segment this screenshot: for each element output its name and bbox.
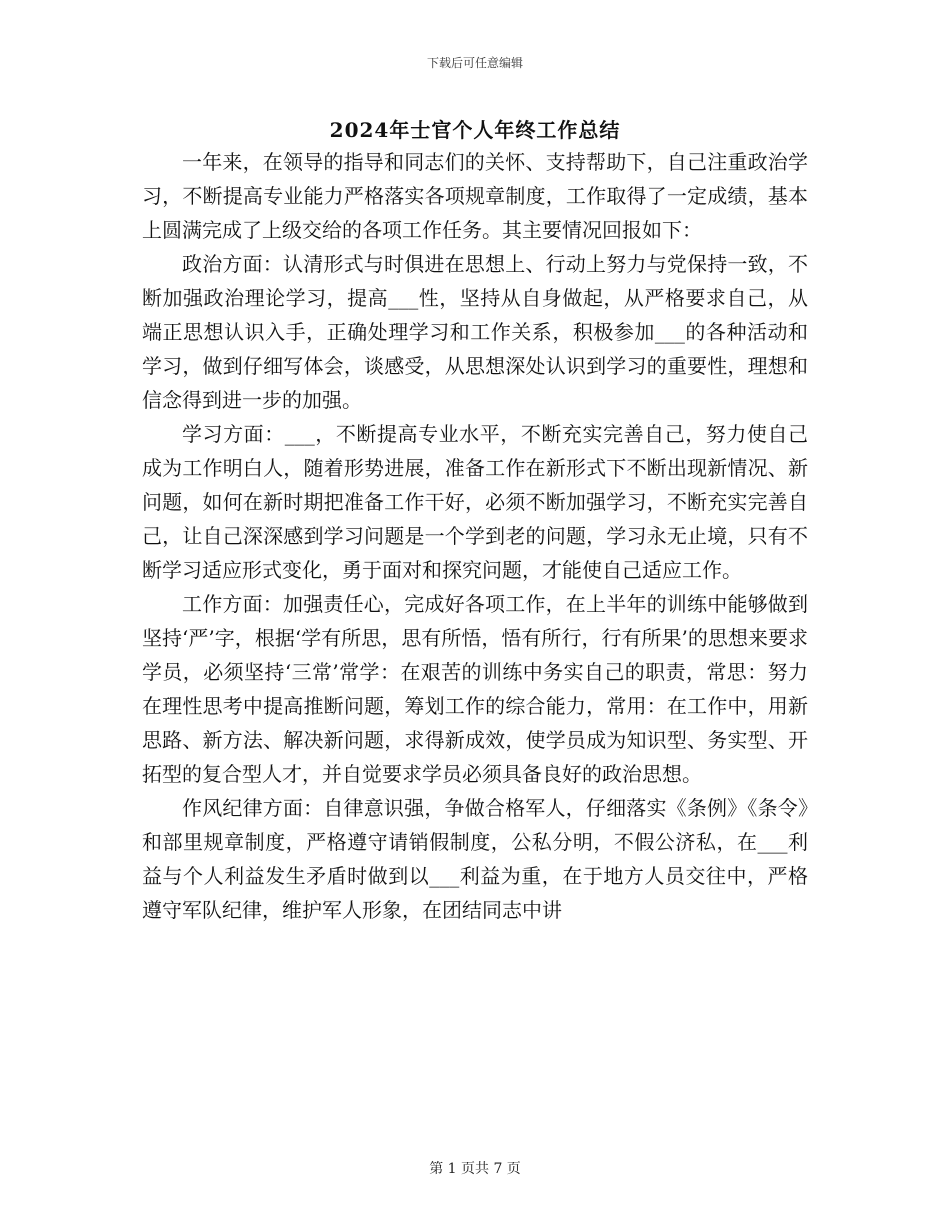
paragraph-study: 学习方面：___，不断提高专业水平，不断充实完善自己，努力使自己成为工作明白人，随着形势进展，准备工作在新形式下不断出现新情况、新问题，如何在新时期把准备工作干好，必须不断加强学习，不断充实完善自己，让自己深深感到学习问题是一个学到老的问题，学习永无止境，只有不断学习适应形式变化，勇于面对和探究问题，才能使自己适应工作。 [142, 422, 808, 582]
document-body [142, 145, 808, 927]
page-number: 第 1 页共 7 页 [429, 1161, 521, 1177]
paragraph-intro: 一年来，在领导的指导和同志们的关怀、支持帮助下，自己注重政治学习，不断提高专业能力严格落实各项规章制度，工作取得了一定成绩，基本上圆满完成了上级交给的各项工作任务。其主要情况回报如下： [142, 150, 808, 242]
document-title: 2024年士官个人年终工作总结 [329, 118, 621, 142]
paragraph-politics: 政治方面：认清形式与时俱进在思想上、行动上努力与党保持一致，不断加强政治理论学习，提高___性，坚持从自身做起，从严格要求自己，从端正思想认识入手，正确处理学习和工作关系，积极参加___的各种活动和学习，做到仔细写体会，谈感受，从思想深处认识到学习的重要性，理想和信念得到进一步的加强。 [142, 252, 808, 412]
paragraph-work: 工作方面：加强责任心，完成好各项工作，在上半年的训练中能够做到坚持‘严’字，根据‘学有所思，思有所悟，悟有所行，行有所果’的思想来要求学员，必须坚持‘三常’常学：在艰苦的训练中务实自己的职责，常思：努力在理性思考中提高推断问题，筹划工作的综合能力，常用：在工作中，用新思路、新方法、解决新问题，求得新成效，使学员成为知识型、务实型、开拓型的复合型人才，并自觉要求学员必须具备良好的政治思想。 [142, 592, 808, 786]
paragraph-discipline: 作风纪律方面：自律意识强，争做合格军人，仔细落实《条例》《条令》和部里规章制度，严格遵守请销假制度，公私分明，不假公济私，在___利益与个人利益发生矛盾时做到以___利益为重，在于地方人员交往中，严格遵守军队纪律，维护军人形象，在团结同志中讲 [142, 796, 808, 922]
header-note: 下载后可任意编辑 [426, 56, 523, 70]
